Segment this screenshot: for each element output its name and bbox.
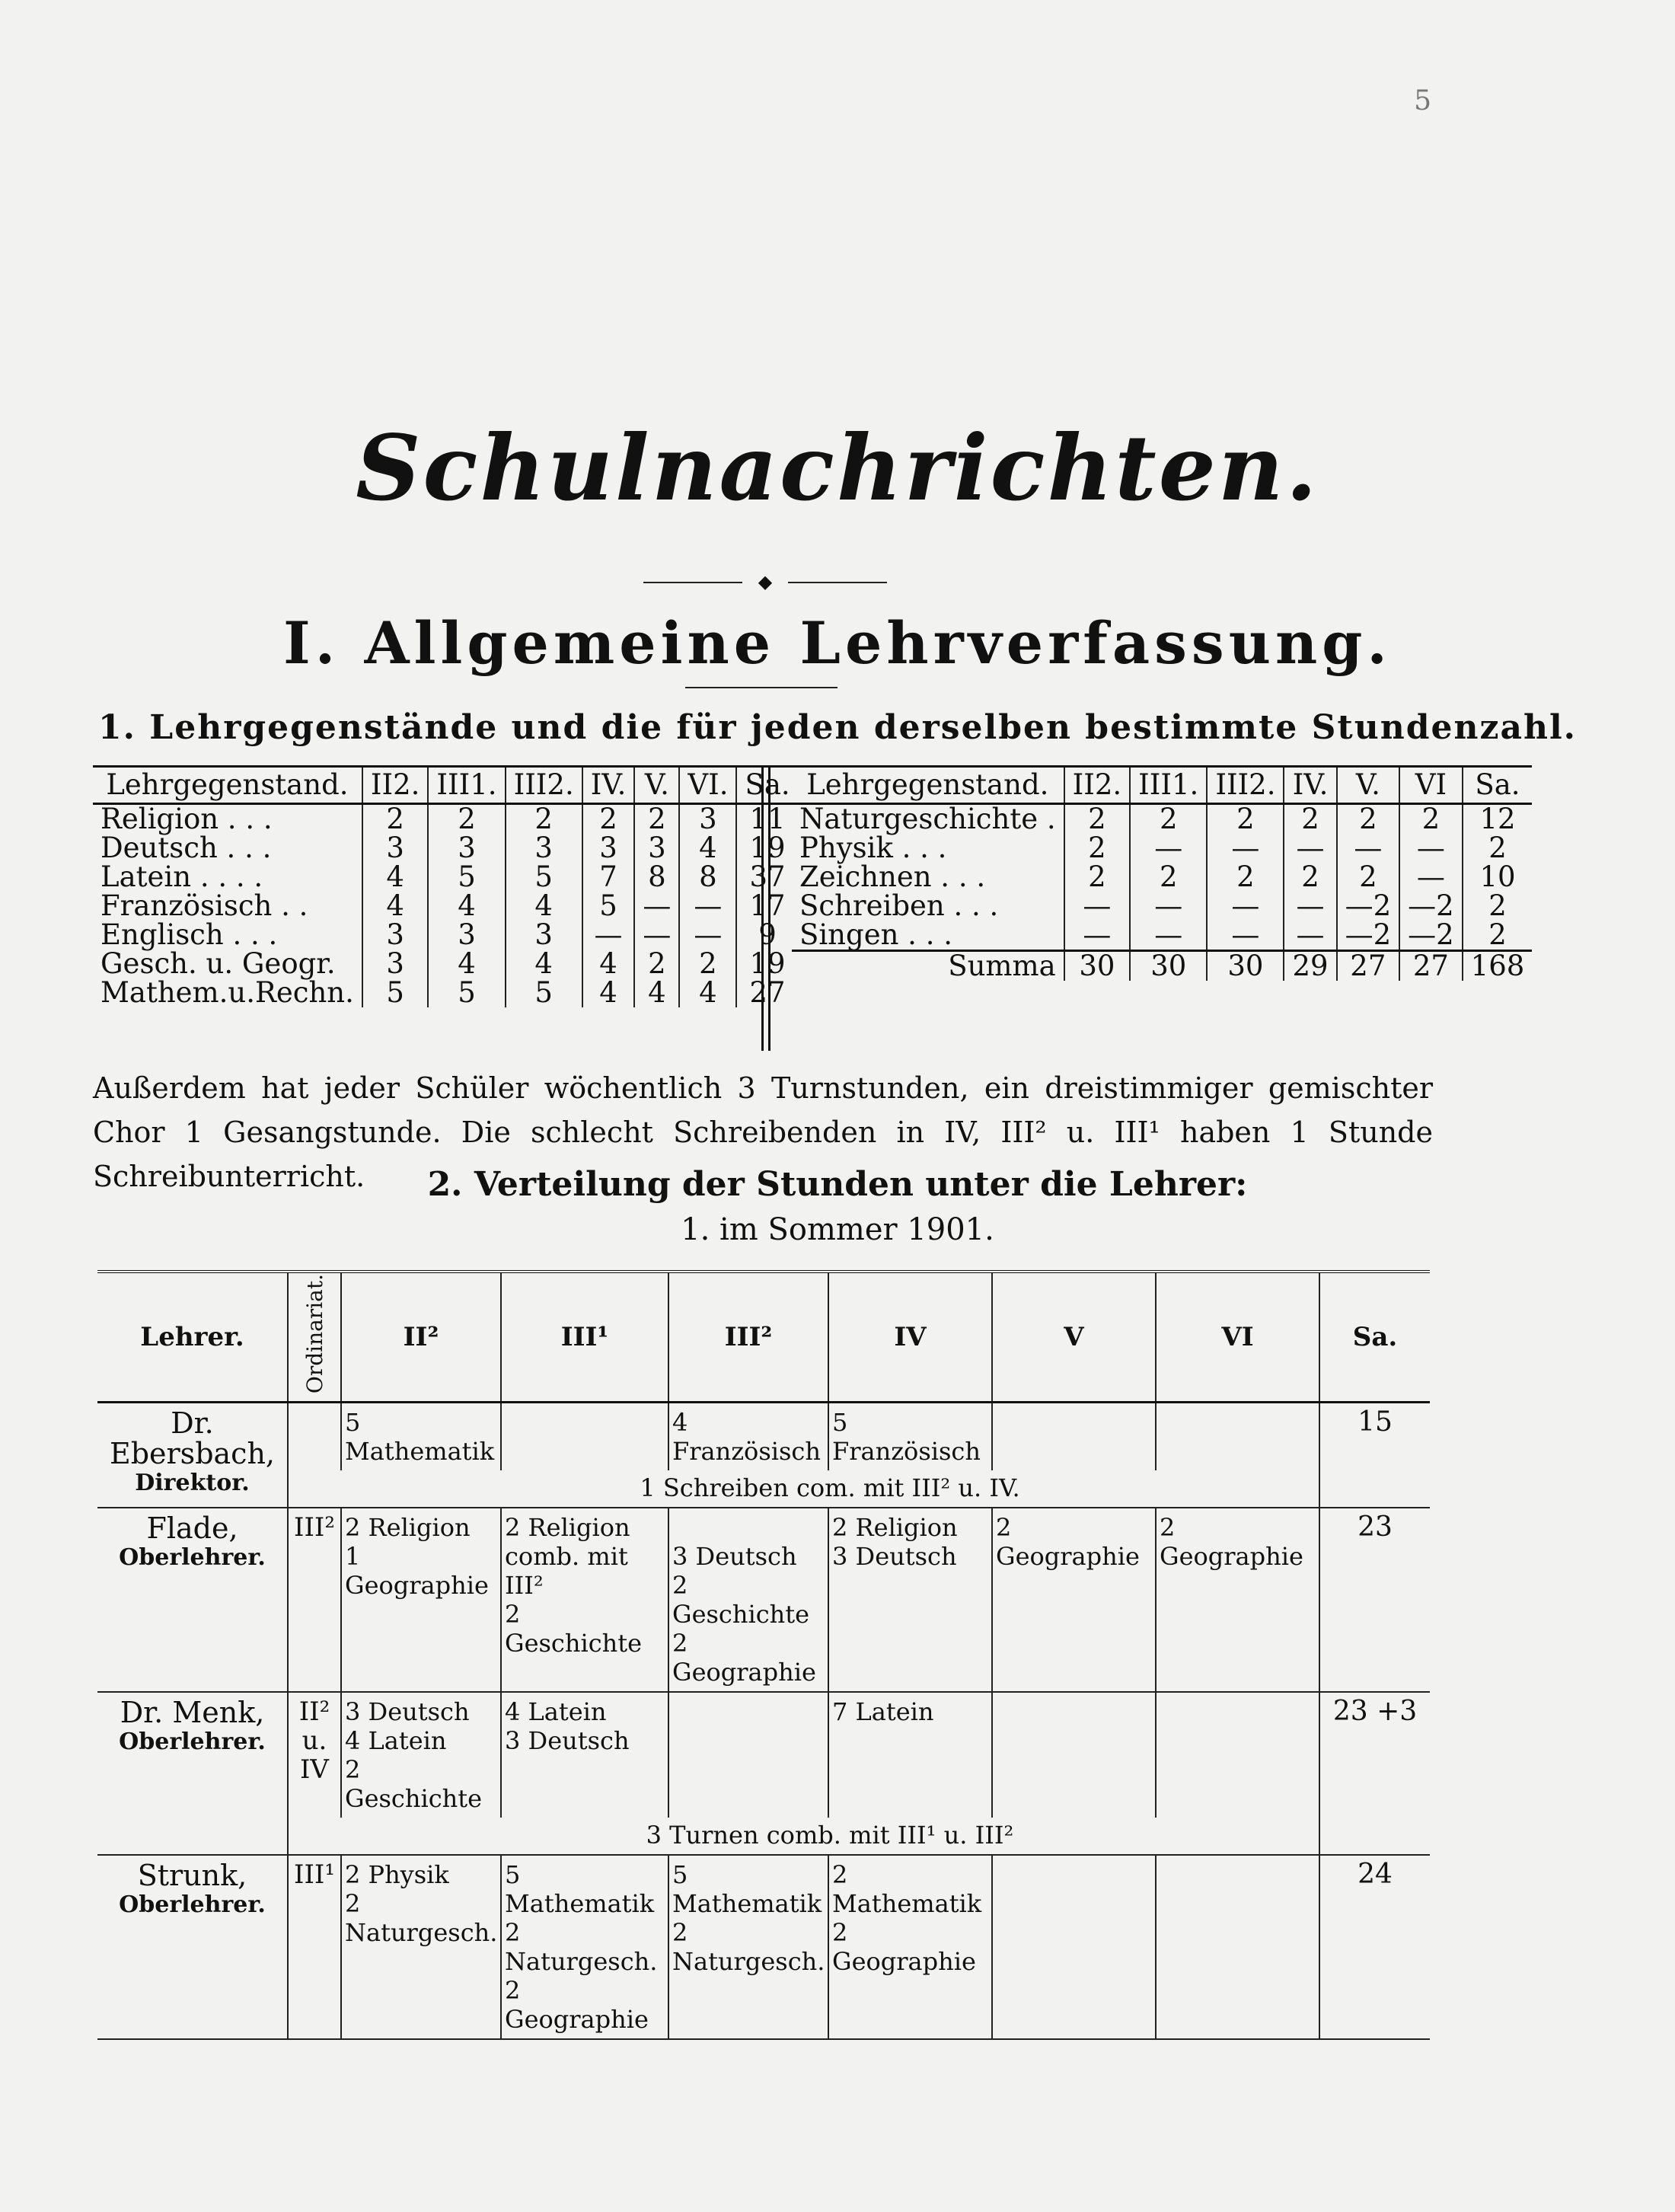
table-cell: 19 bbox=[736, 950, 797, 978]
table-cell: 4 bbox=[362, 863, 429, 892]
table-cell: 3 bbox=[679, 804, 736, 835]
column-header: Lehrgegenstand. bbox=[93, 767, 362, 804]
table-cell: 2 bbox=[1463, 834, 1533, 863]
table-cell: 4 bbox=[679, 978, 736, 1007]
total-hours: 24 bbox=[1319, 1855, 1430, 2039]
table-cell: —2 bbox=[1337, 892, 1400, 921]
table-cell: 3 bbox=[362, 921, 429, 950]
lesson-cell bbox=[828, 1508, 992, 1692]
column-header: Sa. bbox=[736, 767, 797, 804]
teacher-cell bbox=[97, 1403, 288, 1508]
sum-cell: 29 bbox=[1284, 951, 1336, 982]
table-cell: 2 bbox=[1207, 804, 1284, 835]
combined-lesson-note: 1 Schreiben com. mit III² u. IV. bbox=[341, 1470, 1319, 1508]
table-cell: 5 bbox=[428, 863, 505, 892]
table-cell: 2 bbox=[1130, 863, 1207, 892]
table-cell: — bbox=[1399, 834, 1463, 863]
table-cell: — bbox=[634, 892, 679, 921]
table-cell: 2 bbox=[1284, 804, 1336, 835]
lesson-cell bbox=[1156, 1692, 1319, 1818]
column-header: Sa. bbox=[1463, 767, 1533, 804]
teacher-row bbox=[97, 1508, 1430, 1692]
column-header: Sa. bbox=[1319, 1272, 1430, 1403]
column-header: Lehrer. bbox=[97, 1272, 288, 1403]
column-header: IV. bbox=[1284, 767, 1336, 804]
table-cell: 2 bbox=[634, 804, 679, 835]
table-row bbox=[792, 892, 1532, 921]
lesson-cell bbox=[668, 1403, 828, 1471]
teacher-name: Dr. Menk, bbox=[120, 1696, 265, 1730]
column-header: IV bbox=[828, 1272, 992, 1403]
table-cell: 4 bbox=[428, 892, 505, 921]
column-header: III2. bbox=[506, 767, 582, 804]
column-header: V bbox=[992, 1272, 1156, 1403]
table-cell: 4 bbox=[506, 950, 582, 978]
table-cell: 3 bbox=[428, 921, 505, 950]
table-cell: 4 bbox=[679, 834, 736, 863]
table-cell: 4 bbox=[506, 892, 582, 921]
table-cell: 37 bbox=[736, 863, 797, 892]
table-cell: 2 bbox=[1337, 863, 1400, 892]
lesson-cell bbox=[992, 1855, 1156, 2039]
table-cell: 2 bbox=[1064, 863, 1131, 892]
lesson-entry: 2 Religion bbox=[345, 1513, 471, 1543]
lesson-entry: 2 Mathematik bbox=[832, 1860, 982, 1919]
sum-cell: 168 bbox=[1463, 951, 1533, 982]
table-row bbox=[792, 834, 1532, 863]
table-cell: — bbox=[1064, 921, 1131, 951]
paragraph-note: Außerdem hat jeder Schüler wöchentlich 3 Turnstunden, ein dreistimmiger gemischter Chor 1 Gesangstunde. Die schlecht Schreibenden in IV, III² u. III¹ haben 1 Stunde Schreibunterricht. bbox=[93, 1071, 1433, 1193]
lesson-entry: 2 Geschichte bbox=[672, 1571, 810, 1629]
lesson-cell bbox=[341, 1508, 501, 1692]
ordinariat-cell bbox=[288, 1403, 341, 1508]
table-cell: 3 bbox=[506, 921, 582, 950]
table-cell: — bbox=[634, 921, 679, 950]
table-cell: 2 bbox=[582, 804, 635, 835]
lesson-entry: 2 Geographie bbox=[672, 1629, 816, 1687]
table-cell: — bbox=[1130, 834, 1207, 863]
table-cell: 2 bbox=[1463, 892, 1533, 921]
table-cell: —2 bbox=[1337, 921, 1400, 951]
lesson-entry: 4 Latein bbox=[345, 1726, 447, 1756]
subject-cell: Naturgeschichte . bbox=[799, 803, 1056, 835]
table-cell: 9 bbox=[736, 921, 797, 950]
section-title: I. Allgemeine Lehrverfassung. bbox=[283, 609, 1392, 677]
header-row bbox=[93, 767, 798, 804]
column-header: V. bbox=[634, 767, 679, 804]
table-cell: 2 bbox=[634, 950, 679, 978]
table-cell: 5 bbox=[506, 863, 582, 892]
total-hours: 23 bbox=[1319, 1508, 1430, 1692]
lesson-cell bbox=[501, 1855, 668, 2039]
lesson-cell bbox=[992, 1692, 1156, 1818]
subject-cell: Latein . . . . bbox=[100, 860, 263, 893]
column-header bbox=[288, 1272, 341, 1403]
teacher-cell bbox=[97, 1855, 288, 2039]
table-cell: — bbox=[1284, 921, 1336, 951]
teacher-rank: Oberlehrer. bbox=[119, 1544, 266, 1572]
lesson-entry: 2 Geographie bbox=[996, 1513, 1140, 1572]
table-cell: 3 bbox=[506, 834, 582, 863]
subject-cell: Physik . . . bbox=[799, 831, 947, 864]
table-cell: 2 bbox=[1463, 921, 1533, 951]
lesson-entry: 2 Geographie bbox=[505, 1976, 649, 2035]
divider bbox=[685, 687, 838, 688]
table-cell: 27 bbox=[736, 978, 797, 1007]
lesson-entry: 2 Religion comb. mit III² bbox=[505, 1513, 630, 1601]
table-cell: —2 bbox=[1399, 892, 1463, 921]
table-cell: — bbox=[1207, 892, 1284, 921]
sum-cell: 30 bbox=[1064, 951, 1131, 982]
sum-cell: 30 bbox=[1130, 951, 1207, 982]
lesson-entry: 5 Mathematik bbox=[345, 1408, 495, 1467]
subsection-subtitle: 1. im Sommer 1901. bbox=[681, 1212, 994, 1247]
table-cell: 2 bbox=[1207, 863, 1284, 892]
table-cell: 5 bbox=[582, 892, 635, 921]
subject-cell: Zeichnen . . . bbox=[799, 860, 986, 893]
lesson-entry: 5 Französisch bbox=[832, 1408, 981, 1467]
lesson-entry: 4 Französisch bbox=[672, 1408, 821, 1467]
column-header: VI bbox=[1399, 767, 1463, 804]
table-cell: 11 bbox=[736, 804, 797, 835]
subject-cell: Singen . . . bbox=[799, 918, 952, 951]
teacher-row bbox=[97, 1692, 1430, 1818]
sum-cell: 27 bbox=[1399, 951, 1463, 982]
lesson-entry: 5 Mathematik bbox=[505, 1860, 655, 1919]
table-row bbox=[93, 834, 798, 863]
table-cell: 4 bbox=[634, 978, 679, 1007]
lesson-entry: 3 Deutsch bbox=[832, 1542, 957, 1572]
table-cell: 2 bbox=[1337, 804, 1400, 835]
total-hours: 15 bbox=[1319, 1403, 1430, 1508]
column-header: III¹ bbox=[501, 1272, 668, 1403]
lesson-table-right bbox=[792, 765, 1532, 981]
teacher-name: Dr. Ebersbach, bbox=[109, 1406, 276, 1471]
sum-cell: 27 bbox=[1337, 951, 1400, 982]
column-header: VI. bbox=[679, 767, 736, 804]
table-row bbox=[792, 921, 1532, 951]
table-cell: 8 bbox=[679, 863, 736, 892]
table-cell: — bbox=[679, 921, 736, 950]
table-cell: 4 bbox=[582, 978, 635, 1007]
ordinariat-cell: III¹ bbox=[288, 1855, 341, 2039]
table-cell: 8 bbox=[634, 863, 679, 892]
combined-lesson-note: 3 Turnen comb. mit III¹ u. III² bbox=[341, 1818, 1319, 1855]
table-cell: 19 bbox=[736, 834, 797, 863]
lesson-entry: 2 Geographie bbox=[832, 1918, 976, 1977]
lesson-cell bbox=[828, 1403, 992, 1471]
table-row bbox=[93, 950, 798, 978]
teacher-row bbox=[97, 1403, 1430, 1471]
lesson-cell bbox=[501, 1508, 668, 1692]
table-cell: — bbox=[1207, 921, 1284, 951]
column-header: II² bbox=[341, 1272, 501, 1403]
column-header: II2. bbox=[362, 767, 429, 804]
lesson-cell bbox=[828, 1855, 992, 2039]
lesson-entry: 3 Deutsch bbox=[672, 1542, 797, 1572]
lesson-entry: 4 Latein bbox=[505, 1697, 607, 1727]
total-hours: 23 +3 bbox=[1319, 1692, 1430, 1855]
header-row bbox=[97, 1272, 1430, 1403]
table-cell: 2 bbox=[1064, 804, 1131, 835]
table-cell: 5 bbox=[362, 978, 429, 1007]
page-number: 5 bbox=[1414, 85, 1431, 117]
sum-cell: 30 bbox=[1207, 951, 1284, 982]
lesson-entry: 2 Geographie bbox=[1160, 1513, 1303, 1572]
header-row bbox=[792, 767, 1532, 804]
table-cell: 4 bbox=[362, 892, 429, 921]
table-cell: 3 bbox=[634, 834, 679, 863]
lesson-cell bbox=[341, 1403, 501, 1471]
table-cell: 5 bbox=[428, 978, 505, 1007]
table-cell: —2 bbox=[1399, 921, 1463, 951]
table-cell: 2 bbox=[506, 804, 582, 835]
table-cell: — bbox=[1130, 921, 1207, 951]
table-cell: — bbox=[1284, 892, 1336, 921]
column-header: VI bbox=[1156, 1272, 1319, 1403]
lesson-cell bbox=[828, 1692, 992, 1818]
lesson-entry bbox=[672, 1513, 825, 1542]
table-cell: — bbox=[1064, 892, 1131, 921]
lesson-cell bbox=[1156, 1403, 1319, 1471]
subject-cell: Französisch . . bbox=[100, 889, 308, 922]
teacher-name: Strunk, bbox=[137, 1859, 247, 1893]
column-header: II2. bbox=[1064, 767, 1131, 804]
lesson-cell bbox=[992, 1403, 1156, 1471]
table-cell: 2 bbox=[362, 804, 429, 835]
lesson-cell bbox=[1156, 1508, 1319, 1692]
lesson-cell bbox=[341, 1855, 501, 2039]
table-cell: 3 bbox=[428, 834, 505, 863]
column-header: III1. bbox=[428, 767, 505, 804]
lesson-entry: 2 Physik bbox=[345, 1860, 449, 1890]
column-header: V. bbox=[1337, 767, 1400, 804]
table-cell: 2 bbox=[428, 804, 505, 835]
subject-cell: Mathem.u.Rechn. bbox=[100, 976, 354, 1009]
lesson-cell bbox=[501, 1692, 668, 1818]
column-header: III2. bbox=[1207, 767, 1284, 804]
double-divider bbox=[761, 765, 770, 1051]
lesson-entry: 5 Mathematik bbox=[672, 1860, 822, 1919]
table-cell: 3 bbox=[362, 834, 429, 863]
table-cell: 4 bbox=[428, 950, 505, 978]
table-row bbox=[792, 863, 1532, 892]
teacher-distribution-table bbox=[97, 1270, 1430, 2040]
column-header: Lehrgegenstand. bbox=[792, 767, 1064, 804]
lesson-entry: 2 Geschichte bbox=[345, 1755, 483, 1814]
teacher-row bbox=[97, 1855, 1430, 2039]
lesson-cell bbox=[992, 1508, 1156, 1692]
lesson-cell bbox=[668, 1508, 828, 1692]
table-cell: 12 bbox=[1463, 804, 1533, 835]
subject-cell: Englisch . . . bbox=[100, 918, 278, 951]
teacher-cell bbox=[97, 1692, 288, 1855]
lesson-entry: 3 Deutsch bbox=[345, 1697, 470, 1727]
subject-cell: Religion . . . bbox=[100, 803, 273, 835]
teacher-rank: Direktor. bbox=[135, 1470, 250, 1497]
table-cell: 7 bbox=[582, 863, 635, 892]
table-cell: 2 bbox=[1064, 834, 1131, 863]
lesson-entry: 2 Naturgesch. bbox=[672, 1918, 825, 1977]
sum-label: Summa bbox=[792, 951, 1064, 982]
table-row bbox=[792, 804, 1532, 835]
column-header: IV. bbox=[582, 767, 635, 804]
main-title: Schulnachrichten. bbox=[356, 415, 1319, 521]
lesson-entry: 7 Latein bbox=[832, 1697, 934, 1727]
subsection-title-1: 1. Lehrgegenstände und die für jeden derselben bestimmte Stundenzahl. bbox=[98, 708, 1577, 747]
table-cell: 5 bbox=[506, 978, 582, 1007]
table-cell: — bbox=[1399, 863, 1463, 892]
lesson-table-left bbox=[93, 765, 798, 1007]
lesson-cell bbox=[668, 1692, 828, 1818]
ordinariat-cell: II² u. IV bbox=[288, 1692, 341, 1855]
lesson-cell bbox=[341, 1692, 501, 1818]
ordinariat-cell: III² bbox=[288, 1508, 341, 1692]
subject-cell: Schreiben . . . bbox=[799, 889, 999, 922]
table-cell: 3 bbox=[582, 834, 635, 863]
table-row bbox=[93, 863, 798, 892]
table-cell: — bbox=[1337, 834, 1400, 863]
table-cell: — bbox=[1207, 834, 1284, 863]
column-header: III1. bbox=[1130, 767, 1207, 804]
table-cell: 2 bbox=[1130, 804, 1207, 835]
table-row bbox=[93, 978, 798, 1007]
table-cell: 2 bbox=[1399, 804, 1463, 835]
lesson-cell bbox=[1156, 1855, 1319, 2039]
table-row bbox=[93, 892, 798, 921]
table-cell: 17 bbox=[736, 892, 797, 921]
lesson-cell bbox=[668, 1855, 828, 2039]
teacher-rank: Oberlehrer. bbox=[119, 1891, 266, 1919]
lesson-cell bbox=[501, 1403, 668, 1471]
lesson-entry: 2 Geschichte bbox=[505, 1600, 643, 1658]
subsection-title-2: 2. Verteilung der Stunden unter die Lehrer: bbox=[427, 1165, 1248, 1204]
column-header: III² bbox=[668, 1272, 828, 1403]
ordinariat-label: Ordinariat. bbox=[302, 1274, 327, 1394]
ornament-divider: ◆ bbox=[643, 571, 887, 594]
table-cell: 2 bbox=[679, 950, 736, 978]
table-row bbox=[93, 804, 798, 835]
table-cell: — bbox=[1130, 892, 1207, 921]
table-cell: 10 bbox=[1463, 863, 1533, 892]
lesson-entry: 2 Naturgesch. bbox=[505, 1918, 658, 1977]
lesson-entry: 2 Religion bbox=[832, 1513, 958, 1543]
table-cell: — bbox=[1284, 834, 1336, 863]
table-cell: — bbox=[679, 892, 736, 921]
lesson-entry: 2 Naturgesch. bbox=[345, 1889, 498, 1948]
table-cell: 2 bbox=[1284, 863, 1336, 892]
subject-cell: Gesch. u. Geogr. bbox=[100, 947, 336, 980]
teacher-rank: Oberlehrer. bbox=[119, 1728, 266, 1756]
teacher-cell bbox=[97, 1508, 288, 1692]
table-cell: 4 bbox=[582, 950, 635, 978]
lesson-entry: 3 Deutsch bbox=[505, 1726, 630, 1756]
teacher-name: Flade, bbox=[146, 1511, 238, 1546]
table-cell: 3 bbox=[362, 950, 429, 978]
table-row bbox=[93, 921, 798, 950]
table-cell: — bbox=[582, 921, 635, 950]
sum-row bbox=[792, 951, 1532, 982]
subject-cell: Deutsch . . . bbox=[100, 831, 272, 864]
lesson-entry: 1 Geographie bbox=[345, 1542, 489, 1601]
